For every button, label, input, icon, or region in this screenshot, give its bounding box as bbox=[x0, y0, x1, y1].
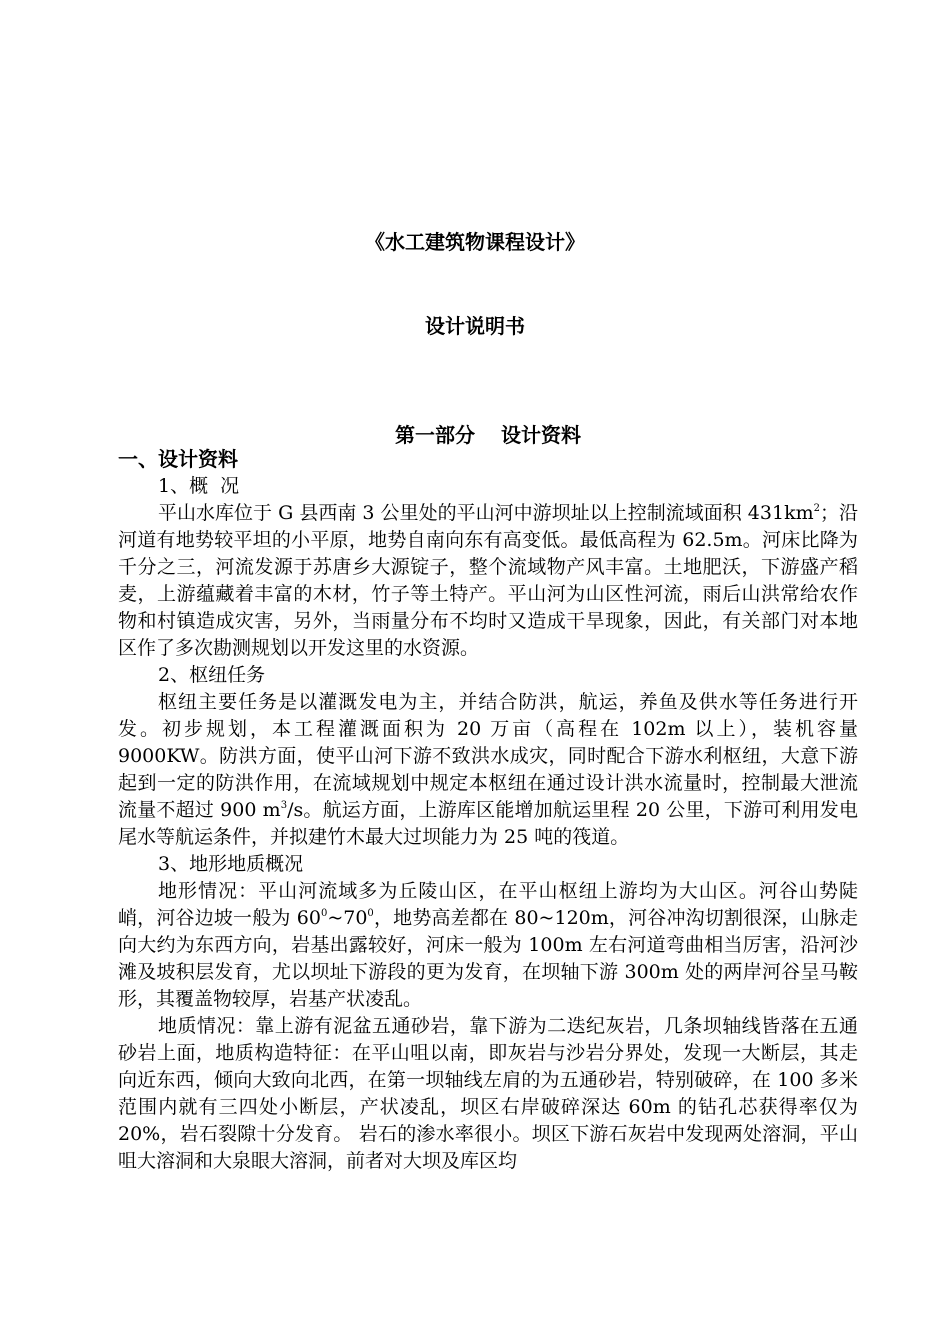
paragraph-text: 地形情况：平山河流域多为丘陵山区，在平山枢纽上游均为大山区。河谷山势陡峭，河谷边坡一般为 60 bbox=[118, 880, 858, 929]
paragraph-text: ，地势高差都在 80~120m，河谷冲沟切割很深，山脉走向大约为东西方向，岩基出露较好，河床一般为 100m 左右河道弯曲相当厉害，沿河沙滩及坡积层发育，尤以坝址下游段的更为发育，在坝轴下游 300m 处的两岸河谷呈马鞍形，其覆盖物较厚，岩基产状凌乱。 bbox=[118, 907, 858, 1010]
document-subtitle: 设计说明书 bbox=[425, 314, 525, 338]
paragraph-text: 枢纽主要任务是以灌溉发电为主，并结合防洪，航运，养鱼及供水等任务进行开发。初步规划，本工程灌溉面积为 20 万亩（高程在 102m 以上），装机容量 9000KW。防洪方面，使平山河下游不致洪水成灾，同时配合下游水利枢纽，大意下游起到一定的防洪作用，在流域规划中规定本枢纽在通过设计洪水流量时，控制最大泄流流量不超过 900 m bbox=[118, 691, 858, 821]
paragraph-tasks bbox=[118, 689, 858, 851]
paragraph-text: /s。航运方面，上游库区能增加航运里程 20 公里，下游可利用发电尾水等航运条件，并拟建竹木最大过坝能力为 25 吨的筏道。 bbox=[118, 799, 858, 848]
part-title-name: 设计资料 bbox=[501, 423, 581, 447]
paragraph-text: ~70 bbox=[327, 907, 368, 929]
subsection-label: 况 bbox=[220, 475, 240, 497]
subsection-number: 1、概 bbox=[158, 475, 209, 497]
superscript: 0 bbox=[367, 908, 374, 919]
superscript: 2 bbox=[813, 503, 820, 514]
part-title bbox=[0, 419, 950, 448]
section-heading: 一、设计资料 bbox=[118, 447, 238, 471]
paragraph-overview bbox=[118, 500, 858, 662]
paragraph-text: ；沿河道有地势较平坦的小平原，地势自南向东有高变低。最低高程为 62.5m。河床比降为千分之三，河流发源于苏唐乡大源锭子，整个流域物产风丰富。土地肥沃，下游盛产稻麦，上游蕴藏着丰富的木材，竹子等土特产。平山河为山区性河流，雨后山洪常给农作物和村镇造成灾害，另外，当雨量分布不均时又造成干旱现象，因此，有关部门对本地区作了多次勘测规划以开发这里的水资源。 bbox=[118, 502, 858, 659]
document-title: 《水工建筑物课程设计》 bbox=[365, 230, 585, 254]
paragraph-text: 平山水库位于 G 县西南 3 公里处的平山河中游坝址以上控制流域面积 431km bbox=[158, 502, 814, 524]
subsection-heading-overview bbox=[118, 473, 858, 500]
paragraph-terrain bbox=[118, 878, 858, 1013]
superscript: 3 bbox=[280, 800, 288, 811]
subsection-heading-geology: 3、地形地质概况 bbox=[158, 853, 304, 875]
part-title-number: 第一部分 bbox=[395, 423, 475, 447]
subsection-heading-tasks: 2、枢纽任务 bbox=[158, 664, 266, 686]
superscript: 0 bbox=[320, 908, 328, 919]
paragraph-geology: 地质情况：靠上游有泥盆五通砂岩，靠下游为二迭纪灰岩，几条坝轴线皆落在五通砂岩上面，地质构造特征：在平山咀以南，即灰岩与沙岩分界处，发现一大断层，其走向近东西，倾向大致向北西，在第一坝轴线左肩的为五通砂岩，特别破碎，在 100 多米范围内就有三四处小断层，产状凌乱，坝区右岸破碎深达 60m 的钻孔芯获得率仅为 20%，岩石裂隙十分发育。 岩石的渗水率很小。坝区下游石灰岩中发现两处溶洞，平山咀大溶洞和大泉眼大溶洞，前者对大坝及库区均 bbox=[118, 1015, 858, 1172]
document-body bbox=[118, 446, 858, 1175]
